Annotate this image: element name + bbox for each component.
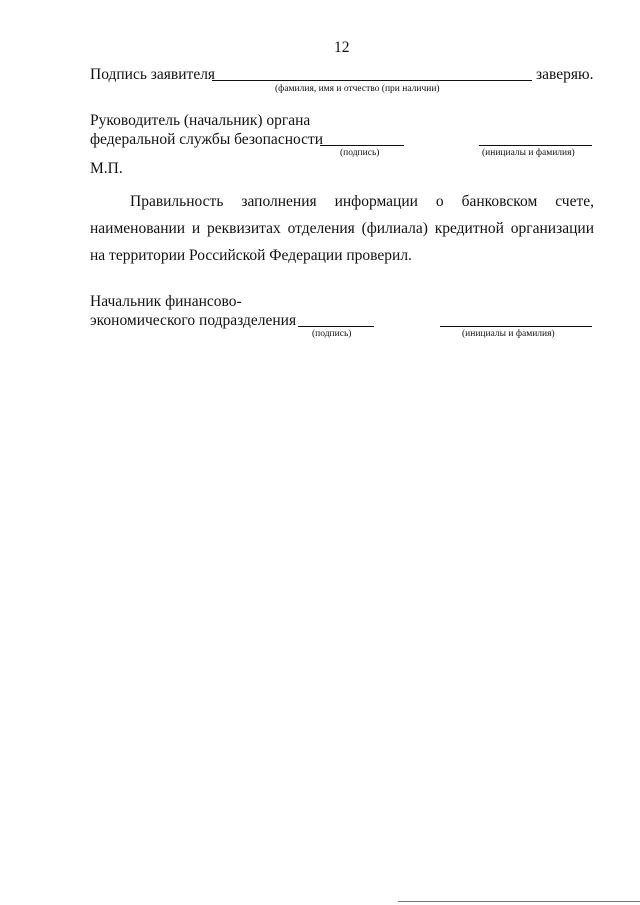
scan-edge-line [398, 901, 640, 902]
fsb-signature-hint: (подпись) [340, 148, 380, 158]
seal-mark: М.П. [90, 160, 123, 177]
fsb-head-title-line2: федеральной службы безопасности [90, 131, 324, 148]
applicant-label: Подпись заявителя [90, 66, 216, 83]
applicant-signature-line [212, 80, 532, 81]
finance-signature-line [298, 326, 374, 327]
fsb-name-hint: (инициалы и фамилия) [482, 148, 575, 158]
applicant-certify: заверяю. [536, 66, 594, 83]
fsb-head-title-line1: Руководитель (начальник) органа [90, 112, 311, 129]
finance-signature-hint: (подпись) [312, 329, 352, 339]
fsb-signature-line [320, 145, 404, 146]
applicant-name-hint: (фамилия, имя и отчество (при наличии) [275, 84, 440, 94]
finance-head-title-line1: Начальник финансово- [90, 293, 242, 310]
page-number: 12 [334, 39, 350, 56]
fsb-name-line [479, 145, 592, 146]
finance-head-title-line2: экономического подразделения [90, 312, 297, 329]
finance-name-line [440, 326, 592, 327]
finance-name-hint: (инициалы и фамилия) [462, 329, 555, 339]
verification-paragraph: Правильность заполнения информации о банковском счете, наименовании и реквизитах отделения (филиала) кредитной организации на территории Российской Федерации проверил. [90, 193, 594, 264]
